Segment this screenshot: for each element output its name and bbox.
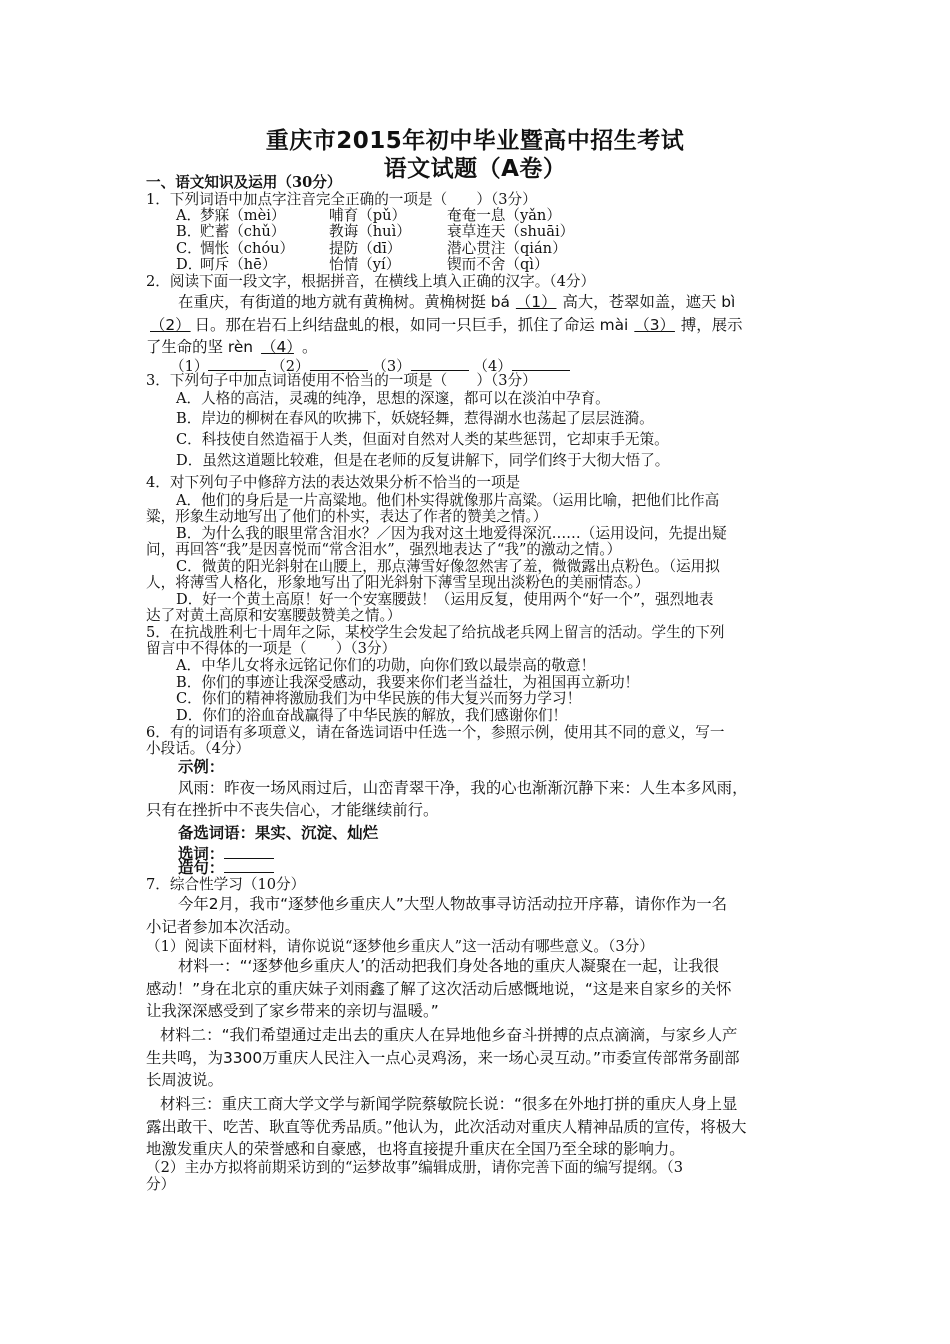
q1-option-d-word3: 锲而不舍（qì） [447,256,549,273]
answer-line-3 [411,356,469,371]
q1-option-c-word3: 潜心贯注（qián） [447,240,567,257]
q7-sub2-cont: 分） [146,1176,176,1193]
q4-option-a-cont: 粱，形象生动地写出了他们的朴实，表达了作者的赞美之情。） [146,508,548,525]
q5-stem-cont: 留言中不得体的一项是（ ）（3分） [146,640,397,657]
q7-material3-line3: 地激发重庆人的荣誉感和自豪感，也将直接提升重庆在全国乃至全球的影响力。 [146,1140,685,1158]
q1-option-d-word2: 怡情（yí） [329,256,401,273]
q2-stem: 2．阅读下面一段文字，根据拼音，在横线上填入正确的汉字。（4分） [146,273,596,290]
q2-passage-line1 [178,293,735,311]
q1-option-a-label: A． [176,207,202,224]
q1-option-b-word2: 教诲（huì） [329,223,411,240]
q1-option-a-word2: 哺育（pǔ） [329,207,407,224]
q6-stem: 6．有的词语有多项意义，请在备选词语中任选一个，参照示例，使用其不同的意义，写一 [146,724,725,741]
q6-example-line1: 风雨：昨夜一场风雨过后，山峦青翠干净，我的心也渐渐沉静下来：人生本多风雨， [178,779,748,797]
answer-line-1 [208,356,266,371]
q6-pick-line [224,844,274,859]
q1-option-a-word3: 奄奄一息（yǎn） [447,207,561,224]
q3-option-b: B．岸边的柳树在春风的吹拂下，妖娆轻舞，惹得湖水也荡起了层层涟漪。 [176,410,654,427]
q6-example-line2: 只有在挫折中不丧失信心，才能继续前行。 [146,801,439,819]
q6-sentence-line [224,858,274,873]
q4-option-b-cont: 问，再回答“我”是因喜悦而“常含泪水”，强烈地表达了“我”的激动之情。） [146,541,622,558]
q1-option-c-word1: 惆怅（chóu） [200,240,295,257]
answer-label-4: （4） [473,358,512,375]
q2-text: 搏，展示 [680,316,743,334]
q2-text: 了生命的坚 rèn [146,338,254,356]
q1-option-b-word3: 衰草连天（shuāi） [447,223,575,240]
q4-option-a: A．他们的身后是一片高粱地。他们朴实得就像那片高粱。（运用比喻，把他们比作高 [176,492,720,509]
q7-sub1: （1）阅读下面材料，请你说说“逐梦他乡重庆人”这一活动有哪些意义。（3分） [146,938,654,955]
q2-text: 在重庆，有街道的地方就有黄桷树。黄桷树挺 bá [178,293,510,311]
q7-material2-line2: 生共鸣，为3300万重庆人民注入一点心灵鸡汤，来一场心灵互动。”市委宣传部常务副部 [146,1049,740,1067]
q1-option-c-label: C． [176,240,202,257]
q3-option-c: C．科技使自然造福于人类，但面对自然对人类的某些惩罚，它却束手无策。 [176,431,669,448]
q5-stem: 5．在抗战胜利七十周年之际，某校学生会发起了给抗战老兵网上留言的活动。学生的下列 [146,624,725,641]
q2-blank-1: （1） [515,293,557,311]
q4-option-c-cont: 人，将薄雪人格化，形象地写出了阳光斜射下薄雪呈现出淡粉色的美丽情态。） [146,574,650,591]
q5-option-d: D．你们的浴血奋战赢得了中华民族的解放，我们感谢你们！ [176,707,568,724]
q7-sub2: （2）主办方拟将前期采访到的“运梦故事”编辑成册，请你完善下面的编写提纲。（3 [146,1159,683,1176]
q6-example-label: 示例： [178,758,225,776]
q4-option-b: B．为什么我的眼里常含泪水？／因为我对这土地爱得深沉……（运用设问，先提出疑 [176,525,727,542]
exam-title: 重庆市2015年初中毕业暨高中招生考试 [265,128,685,154]
q3-option-a: A．人格的高洁，灵魂的纯净，思想的深邃，都可以在淡泊中孕育。 [176,390,610,407]
q2-text: 。 [301,338,318,356]
q3-option-d: D．虽然这道题比较难，但是在老师的反复讲解下，同学们终于大彻大悟了。 [176,452,670,469]
q6-pick-label: 选词： [178,845,225,863]
q2-text: 高大，苍翠如盖，遮天 bì [562,293,736,311]
q4-stem: 4．对下列句子中修辞方法的表达效果分析不恰当的一项是 [146,474,521,491]
q2-passage-line3 [146,338,317,356]
q5-option-a: A．中华儿女将永远铭记你们的功勋，向你们致以最崇高的敬意！ [176,657,596,674]
q5-option-b: B．你们的事迹让我深受感动，我要来你们老当益壮，为祖国再立新功！ [176,674,640,691]
q4-option-d-cont: 达了对黄土高原和安塞腰鼓赞美之情。） [146,607,402,624]
answer-line-4 [512,356,570,371]
q1-stem: 1．下列词语中加点字注音完全正确的一项是（ ）（3分） [146,191,537,208]
q7-material1-line3: 让我深深感受到了家乡带来的亲切与温暖。” [146,1002,439,1020]
exam-subtitle: 语文试题（A卷） [383,156,567,182]
q4-option-c: C．微黄的阳光斜射在山腰上，那点薄雪好像忽然害了羞，微微露出点粉色。（运用拟 [176,558,720,575]
q7-material3-line2: 露出敢干、吃苦、耿直等优秀品质。”他认为，此次活动对重庆人精神品质的宣传，将极大 [146,1118,747,1136]
q7-intro-line2: 小记者参加本次活动。 [146,918,300,936]
q1-option-b-word1: 贮蓄（chǔ） [200,223,286,240]
answer-line-2 [310,356,368,371]
answer-label-1: （1） [170,358,209,375]
q7-material2-line1: 材料二：“我们希望通过走出去的重庆人在异地他乡奋斗拼搏的点点滴滴，与家乡人产 [160,1026,738,1044]
q7-material2-line3: 长周波说。 [146,1071,223,1089]
q5-option-c: C．你们的精神将激励我们为中华民族的伟大复兴而努力学习！ [176,690,582,707]
answer-label-2: （2） [271,358,310,375]
q1-option-a-word1: 梦寐（mèi） [200,207,286,224]
q4-option-d: D．好一个黄土高原！好一个安塞腰鼓！（运用反复，使用两个“好一个”，强烈地表 [176,591,714,608]
q2-text: 日。那在岩石上纠结盘虬的根，如同一只巨手，抓住了命运 mài [194,316,629,334]
q7-material3-line1: 材料三：重庆工商大学文学与新闻学院蔡敏院长说：“很多在外地打拼的重庆人身上显 [160,1095,738,1113]
section-heading: 一、语文知识及运用（30分） [146,174,342,191]
q6-word-choices: 备选词语：果实、沉淀、灿烂 [178,824,379,842]
q7-stem: 7．综合性学习（10分） [146,876,306,893]
q6-make-sentence [178,858,274,877]
q7-material1-line1: 材料一：“‘逐梦他乡重庆人’的活动把我们身处各地的重庆人凝聚在一起，让我很 [178,957,720,975]
q1-option-b-label: B． [176,223,202,240]
q6-sentence-label: 造句： [178,859,225,877]
q7-intro-line1: 今年2月，我市“逐梦他乡重庆人”大型人物故事寻访活动拉开序幕，请你作为一名 [178,895,728,913]
q1-option-d-label: D． [176,256,203,273]
answer-label-3: （3） [372,358,411,375]
q7-material1-line2: 感动！”身在北京的重庆妹子刘雨鑫了解了这次活动后感慨地说，“这是来自家乡的关怀 [146,980,732,998]
q2-blank-2: （2） [150,316,191,334]
q1-option-d-word1: 呵斥（hē） [200,256,277,273]
q1-option-c-word2: 提防（dī） [329,240,402,257]
q2-passage-line2 [146,316,742,334]
q2-blank-4: （4） [261,338,294,356]
q3-stem: 3．下列句子中加点词语使用不恰当的一项是（ ）（3分） [146,372,537,389]
q2-blank-3: （3） [634,316,675,334]
q6-stem-cont: 小段话。（4分） [146,740,251,757]
